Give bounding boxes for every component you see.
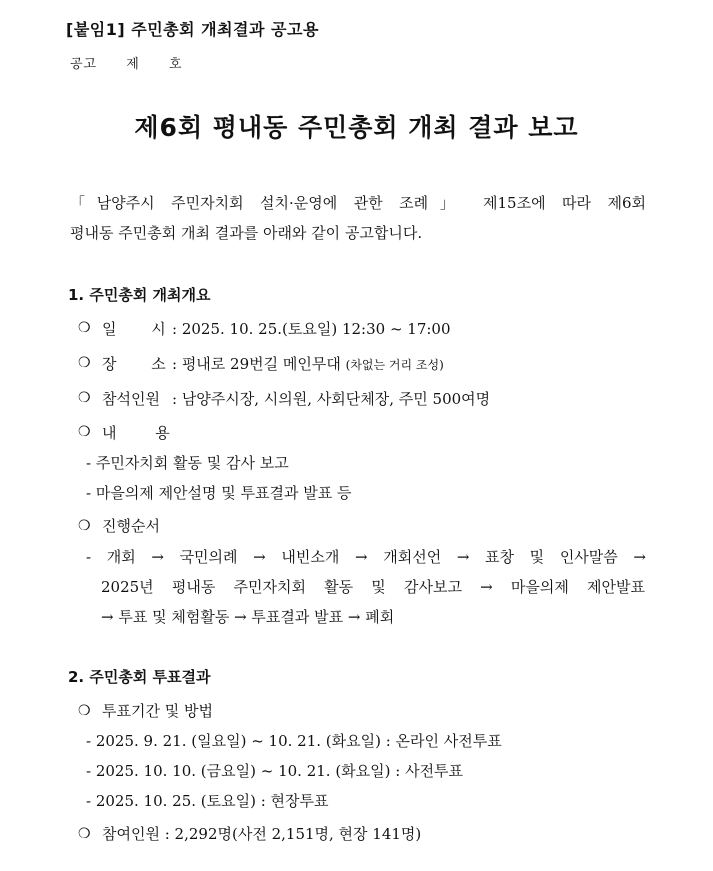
period-item: - 2025. 10. 25. (토요일) : 현장투표: [86, 792, 329, 810]
period-label: 투표기간 및 방법: [102, 702, 213, 720]
contents-item: - 마을의제 제안설명 및 투표결과 발표 등: [86, 484, 352, 502]
order-line-2: 2025년 평내동 주민자치회 활동 및 감사보고 → 마을의제 제안발표: [101, 578, 645, 596]
bullet-icon: ❍: [78, 355, 91, 371]
attendees-value: : 남양주시장, 시의원, 사회단체장, 주민 500여명: [172, 390, 491, 408]
participants-row: 참여인원 : 2,292명(사전 2,151명, 현장 141명): [102, 825, 422, 843]
datetime-value: : 2025. 10. 25.(토요일) 12:30 ~ 17:00: [172, 320, 451, 338]
section-1-heading: 1. 주민총회 개최개요: [68, 286, 211, 304]
place-note: (차없는 거리 조성): [345, 358, 444, 372]
bullet-icon: ❍: [78, 320, 91, 336]
attendees-row: [102, 388, 490, 409]
period-item: - 2025. 10. 10. (금요일) ~ 10. 21. (화요일) : 사전투표: [86, 762, 464, 780]
datetime-label: 일 시: [102, 320, 166, 338]
section-2-heading: 2. 주민총회 투표결과: [68, 668, 211, 686]
intro-line-2: 평내동 주민총회 개최 결과를 아래와 같이 공고합니다.: [70, 224, 423, 242]
place-value: : 평내로 29번길 메인무대: [172, 355, 341, 373]
notice-number: 공고 제 호: [70, 57, 183, 72]
intro-line-1: 「남양주시 주민자치회 설치·운영에 관한 조례」 제15조에 따라 제6회: [70, 194, 646, 212]
contents-label: 내 용: [102, 424, 170, 442]
datetime-row: [102, 318, 451, 339]
attendees-label: 참석인원: [102, 390, 160, 408]
document-title: 제6회 평내동 주민총회 개최 결과 보고: [134, 113, 579, 142]
order-line-3: → 투표 및 체험활동 → 투표결과 발표 → 폐회: [101, 608, 395, 626]
bullet-icon: ❍: [78, 424, 91, 440]
place-row: [102, 353, 444, 374]
contents-item: - 주민자치회 활동 및 감사 보고: [86, 454, 289, 472]
bullet-icon: ❍: [78, 390, 91, 406]
intro-paragraph: [70, 188, 646, 248]
place-label: 장 소: [102, 355, 166, 373]
order-line-1: - 개회 → 국민의례 → 내빈소개 → 개회선언 → 표창 및 인사말씀 →: [86, 548, 646, 566]
bullet-icon: ❍: [78, 518, 91, 534]
bullet-icon: ❍: [78, 703, 91, 719]
attachment-label: [붙임1] 주민총회 개최결과 공고용: [66, 20, 319, 39]
period-item: - 2025. 9. 21. (일요일) ~ 10. 21. (화요일) : 온라인 사전투표: [86, 732, 502, 750]
bullet-icon: ❍: [78, 826, 91, 842]
order-label: 진행순서: [102, 517, 160, 535]
